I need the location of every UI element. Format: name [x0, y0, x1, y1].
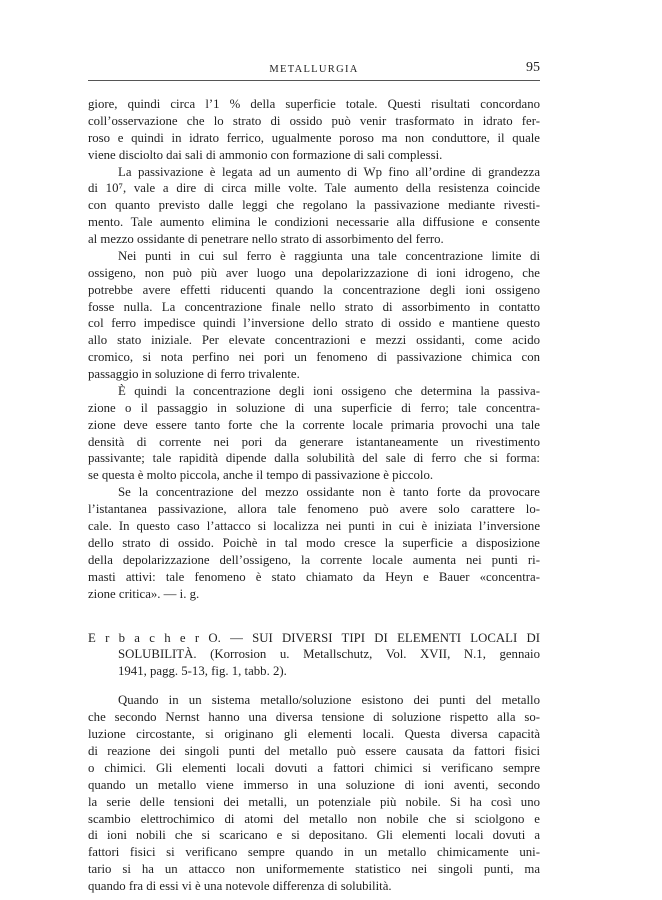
text-line: col ferro impedisce quindi l’inversione dello strato di ossido e mantiene questo	[88, 316, 540, 331]
text-line: di ioni nobili che si scaricano e si depositano. Gli elementi locali dovuti a	[88, 828, 540, 843]
text-line: della depolarizzazione dell’ossigeno, la corrente locale aumenta nei punti ri-	[88, 552, 540, 567]
text-line: Nei punti in cui sul ferro è raggiunta una tale concentrazione limite di	[118, 248, 540, 263]
text-line: quando un metallo viene immerso in una soluzione di ioni aventi, secondo	[88, 777, 540, 792]
text-line: con quanto previsto dalle leggi che regolano la passivazione mediante rivesti-	[88, 198, 540, 213]
text-line: zione critica». — i. g.	[88, 586, 200, 601]
text-line: passivante; tale rapidità dipende dalla solubilità del sale di ferro che si forma:	[88, 451, 540, 466]
text-line: la serie delle tensioni dei metalli, un potenziale più nobile. Si ha così uno	[88, 794, 540, 809]
header-rule	[88, 80, 540, 81]
text-line: zione o il passaggio in soluzione di una superficie di ferro; tale concentra-	[88, 400, 540, 415]
text-line: scambio elettrochimico di atomi del metallo non nobile che si sciolgono e	[88, 811, 540, 826]
text-line: o chimici. Gli elementi locali dovuti a fattori chimici si verificano sempre	[88, 760, 540, 775]
text-line: luzione circostante, si originano gli elementi locali. Questa diversa capacità	[88, 727, 540, 742]
text-line: masti attivi: tale fenomeno è stato chiamato da Heyn e Bauer «concentra-	[88, 569, 540, 584]
text-line: zione deve essere tanto forte che la corrente locale primaria provochi una tale	[88, 417, 540, 432]
text-line: di reazione dei singoli punti del metallo può essere causata da fattori fisici	[88, 744, 540, 758]
abstract-heading: E r b a c h e r O. — SUI DIVERSI TIPI DI ELEMENTI LOCALI DI	[88, 630, 540, 645]
text-line: Se la concentrazione del mezzo ossidante non è tanto forte da provocare	[118, 485, 540, 500]
text-line: viene disciolto dai sali di ammonio con formazione di sali complessi.	[88, 147, 443, 162]
text-line: densità di corrente nei pori da generare istantaneamente un rivestimento	[88, 434, 540, 449]
page-header	[88, 58, 540, 80]
text-line: La passivazione è legata ad un aumento di Wp fino all’ordine di grandezza	[118, 164, 540, 179]
text-line: quando fra di essi vi è una notevole differenza di solubilità.	[88, 879, 392, 893]
text-line: ossigeno, non può più aver luogo una depolarizzazione di ioni idrogeno, che	[88, 265, 540, 280]
text-line: potrebbe avere effetti riducenti quando la concentrazione degli ioni ossigeno	[88, 282, 540, 297]
text-line: mento. Tale aumento elimina le condizioni necessarie alla diffusione e consente	[88, 215, 540, 230]
text-line: passaggio in soluzione di ferro trivalente.	[88, 367, 300, 381]
text-line: che secondo Nernst hanno una diversa tensione di soluzione rispetto alla so-	[88, 710, 540, 725]
abstract-heading: 1941, pagg. 5-13, fig. 1, tabb. 2).	[118, 664, 287, 679]
text-line: giore, quindi circa l’1 % della superficie totale. Questi risultati concordano	[88, 97, 540, 111]
running-title: METALLURGIA	[269, 64, 359, 75]
text-line: di 10⁷, vale a dire di circa mille volte. Tale aumento della resistenza coincide	[88, 181, 540, 196]
text-line: roso e quindi in idrato ferrico, ugualmente poroso ma non conduttore, il quale	[88, 130, 540, 145]
text-line: fosse nulla. La concentrazione finale nello strato di assorbimento in contatto	[88, 299, 540, 314]
text-line: È quindi la concentrazione degli ioni ossigeno che determina la passiva-	[118, 383, 540, 398]
text-line: al mezzo ossidante di penetrare nello strato di assorbimento del ferro.	[88, 232, 444, 246]
text-line: coll’osservazione che lo strato di ossido può venir trasformato in idrato fer-	[88, 113, 540, 128]
text-line: cromico, si nota perfino nei pori un fenomeno di passivazione chimica con	[88, 350, 540, 365]
text-line: tario si ha un attacco non uniformemente statistico nei singoli punti, ma	[88, 862, 540, 877]
text-line: se questa è molto piccola, anche il tempo di passivazione è piccolo.	[88, 468, 434, 483]
abstract-heading: SOLUBILITÀ. (Korrosion u. Metallschutz, Vol. XVII, N.1, gennaio	[118, 647, 540, 662]
text-line: cale. In questo caso l’attacco si localizza nei punti in cui è iniziata l’inversione	[88, 518, 540, 533]
text-line: l’istantanea passivazione, allora tale fenomeno può avere solo carattere lo-	[88, 502, 540, 517]
text-line: allo stato iniziale. Per elevate concentrazioni e mezzi ossidanti, come acido	[88, 333, 540, 348]
page-number: 95	[526, 60, 540, 75]
text-line: dello strato di ossido. Poichè in tal modo cresce la superficie a disposizione	[88, 535, 540, 550]
text-line: fattori fisici si verificano sempre quando in un metallo chimicamente uni-	[88, 845, 540, 860]
text-line: Quando in un sistema metallo/soluzione esistono dei punti del metallo	[118, 693, 540, 708]
